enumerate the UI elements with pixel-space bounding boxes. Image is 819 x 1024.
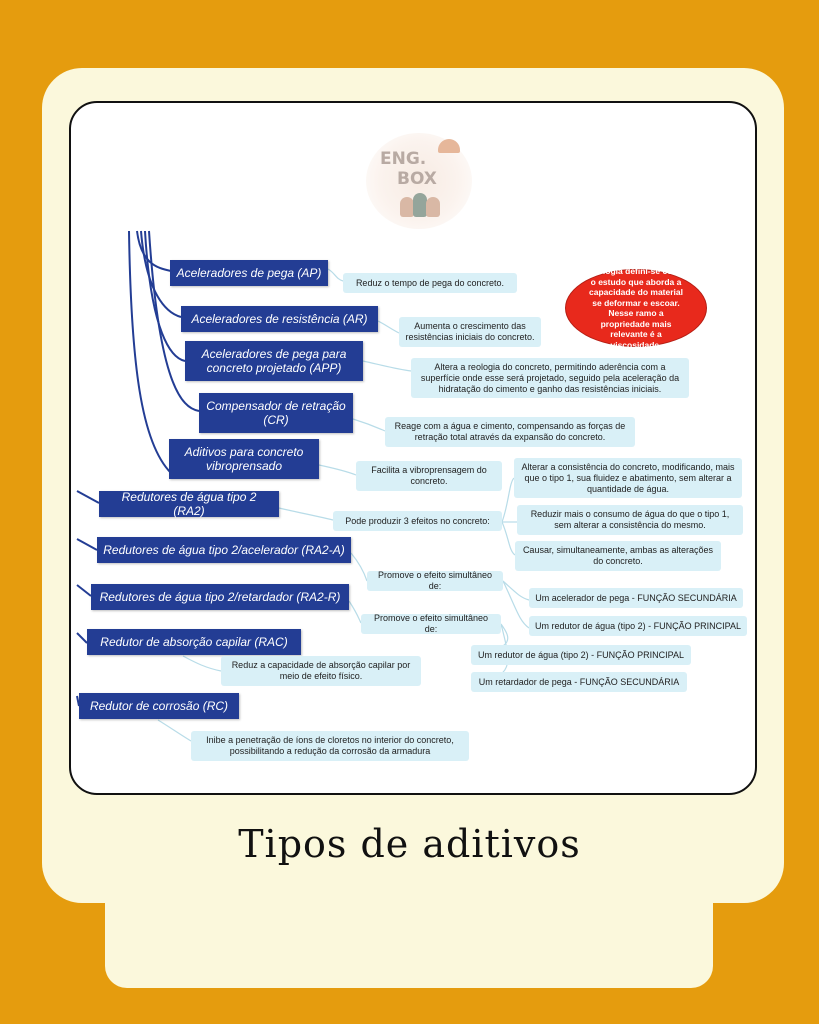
node-ra2a[interactable]: Redutores de água tipo 2/acelerador (RA2-A): [97, 537, 351, 563]
desc-ra2r-effect2: Um retardador de pega - FUNÇÃO SECUNDÁRIA: [471, 672, 687, 692]
logo-text-line1: ENG.: [380, 149, 427, 169]
desc-rac: Reduz a capacidade de absorção capilar por meio de efeito físico.: [221, 656, 421, 686]
desc-ra2a-effect1: Um acelerador de pega - FUNÇÃO SECUNDÁRIA: [529, 588, 743, 608]
node-rac[interactable]: Redutor de absorção capilar (RAC): [87, 629, 301, 655]
mindmap-frame: [69, 101, 757, 795]
desc-ra2r-effect1: Um redutor de água (tipo 2) - FUNÇÃO PRINCIPAL: [471, 645, 691, 665]
node-ap[interactable]: Aceleradores de pega (AP): [170, 260, 328, 286]
node-rc[interactable]: Redutor de corrosão (RC): [79, 693, 239, 719]
desc-ra2a-effect2: Um redutor de água (tipo 2) - FUNÇÃO PRINCIPAL: [529, 616, 747, 636]
desc-ra2-effect3: Causar, simultaneamente, ambas as alterações do concreto.: [515, 541, 721, 571]
desc-ap: Reduz o tempo de pega do concreto.: [343, 273, 517, 293]
desc-vib: Facilita a vibroprensagem do concreto.: [356, 461, 502, 491]
page-title: Tipos de aditivos: [238, 822, 581, 866]
node-ra2[interactable]: Redutores de água tipo 2 (RA2): [99, 491, 279, 517]
desc-app: Altera a reologia do concreto, permitindo aderência com a superfície onde esse será projetado, seguido pela aceleração da hidratação do cimento e ganho das resistências iniciais.: [411, 358, 689, 398]
desc-ra2-effect2: Reduzir mais o consumo de água do que o tipo 1, sem alterar a consistência do mesmo.: [517, 505, 743, 535]
desc-ra2a: Promove o efeito simultâneo de:: [367, 571, 503, 591]
desc-ra2-effect1: Alterar a consistência do concreto, modificando, mais que o tipo 1, sua fluidez e abatimento, sem alterar a quantidade de água.: [514, 458, 742, 498]
rheology-callout: Reologia defini-se como o estudo que aborda a capacidade do material se deformar e escoar. Nesse ramo a propriedade mais relevante é a viscosidade.: [565, 269, 707, 347]
desc-ra2: Pode produzir 3 efeitos no concreto:: [333, 511, 502, 531]
desc-ra2r: Promove o efeito simultâneo de:: [361, 614, 501, 634]
logo-text-line2: BOX: [397, 169, 437, 189]
desc-rc: Inibe a penetração de íons de cloretos no interior do concreto, possibilitando a redução da corrosão da armadura: [191, 731, 469, 761]
node-ra2r[interactable]: Redutores de água tipo 2/retardador (RA2-R): [91, 584, 349, 610]
node-app[interactable]: Aceleradores de pega para concreto projetado (APP): [185, 341, 363, 381]
desc-cr: Reage com a água e cimento, compensando as forças de retração total através da expansão do concreto.: [385, 417, 635, 447]
node-vib[interactable]: Aditivos para concreto vibroprensado: [169, 439, 319, 479]
node-cr[interactable]: Compensador de retração (CR): [199, 393, 353, 433]
node-ar[interactable]: Aceleradores de resistência (AR): [181, 306, 378, 332]
desc-ar: Aumenta o crescimento das resistências iniciais do concreto.: [399, 317, 541, 347]
